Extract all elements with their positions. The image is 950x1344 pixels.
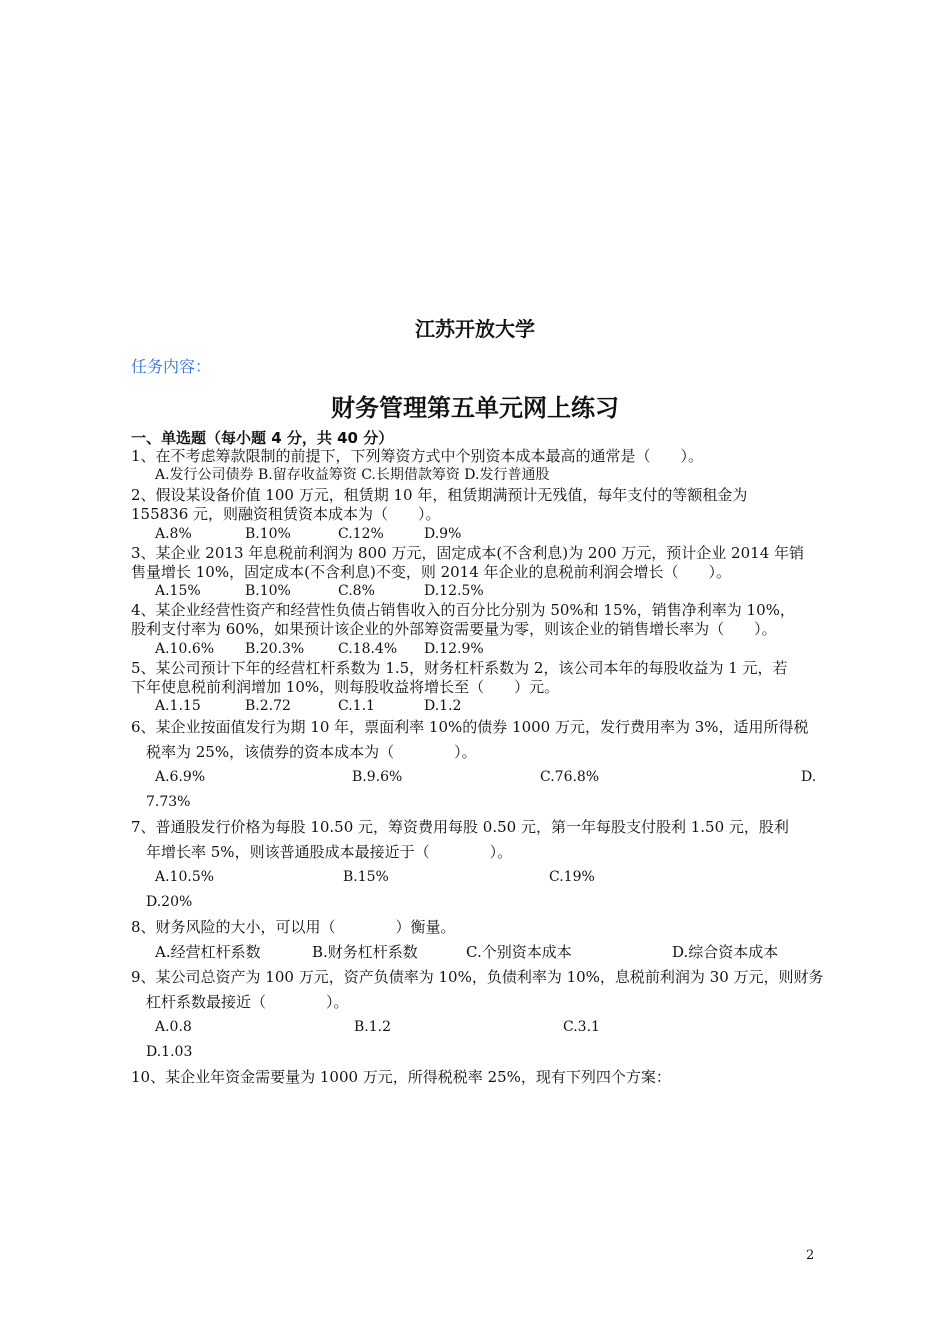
- question-3-option-c: C.8%: [338, 583, 375, 599]
- question-6-option-b: B.9.6%: [352, 769, 403, 785]
- document-title: 财务管理第五单元网上练习: [331, 394, 619, 422]
- question-5-option-a: A.1.15: [155, 698, 201, 714]
- question-10-line-1: 10、某企业年资金需要量为 1000 万元，所得税税率 25%，现有下列四个方案：: [131, 1068, 671, 1086]
- question-3-line-2: 售量增长 10%，固定成本(不含利息)不变，则 2014 年企业的息税前利润会增长（ ）。: [131, 563, 732, 581]
- question-2-line-2: 155836 元，则融资租赁资本成本为（ ）。: [131, 505, 441, 523]
- question-8-option-a: A.经营杠杆系数: [155, 943, 261, 961]
- section-heading: 一、单选题（每小题 4 分，共 40 分）: [131, 429, 394, 447]
- question-7-option-b: B.15%: [343, 869, 389, 885]
- question-4-option-c: C.18.4%: [338, 641, 398, 657]
- question-9-line-1: 9、某公司总资产为 100 万元，资产负债率为 10%，负债利率为 10%，息税前利润为 30 万元，则财务: [131, 968, 824, 986]
- question-4-option-a: A.10.6%: [155, 641, 215, 657]
- question-2-option-c: C.12%: [338, 526, 384, 542]
- question-6-option-c: C.76.8%: [540, 769, 600, 785]
- question-6-option-a: A.6.9%: [155, 769, 206, 785]
- question-2-option-d: D.9%: [424, 526, 462, 542]
- question-9-option-b: B.1.2: [354, 1019, 392, 1035]
- question-2-option-b: B.10%: [245, 526, 291, 542]
- question-5-option-b: B.2.72: [245, 698, 291, 714]
- question-1-options: A.发行公司债券 B.留存收益筹资 C.长期借款筹资 D.发行普通股: [155, 467, 550, 483]
- question-8-option-b: B.财务杠杆系数: [312, 943, 418, 961]
- question-6-line-2: 税率为 25%，该债券的资本成本为（ ）。: [146, 743, 477, 761]
- question-1-line-1: 1、在不考虑筹款限制的前提下，下列筹资方式中个别资本成本最高的通常是（ ）。: [131, 447, 704, 465]
- university-name: 江苏开放大学: [415, 317, 535, 341]
- question-8-line-1: 8、财务风险的大小，可以用（ ）衡量。: [131, 918, 456, 936]
- question-9-line-2: 杠杆系数最接近（ ）。: [146, 993, 349, 1011]
- question-7-option-c: C.19%: [549, 869, 595, 885]
- question-2-option-a: A.8%: [155, 526, 192, 542]
- question-5-option-d: D.1.2: [424, 698, 462, 714]
- question-7-line-2: 年增长率 5%，则该普通股成本最接近于（ ）。: [146, 843, 513, 861]
- question-8-option-d: D.综合资本成本: [672, 943, 779, 961]
- question-6-option-d-value: 7.73%: [146, 794, 191, 810]
- question-4-option-d: D.12.9%: [424, 641, 484, 657]
- page-number: 2: [806, 1248, 815, 1263]
- question-3-option-a: A.15%: [155, 583, 201, 599]
- question-3-option-d: D.12.5%: [424, 583, 484, 599]
- task-label: 任务内容：: [131, 357, 212, 376]
- question-8-option-c: C.个别资本成本: [466, 943, 572, 961]
- question-3-line-1: 3、某企业 2013 年息税前利润为 800 万元，固定成本(不含利息)为 200 万元，预计企业 2014 年销: [131, 544, 805, 562]
- question-4-line-2: 股利支付率为 60%，如果预计该企业的外部筹资需要量为零，则该企业的销售增长率为（ ）。: [131, 620, 777, 638]
- question-3-option-b: B.10%: [245, 583, 291, 599]
- question-4-option-b: B.20.3%: [245, 641, 305, 657]
- question-6-line-1: 6、某企业按面值发行为期 10 年，票面利率 10%的债券 1000 万元，发行费用率为 3%，适用所得税: [131, 718, 809, 736]
- question-6-option-d-label: D.: [801, 769, 817, 785]
- question-7-option-d: D.20%: [146, 894, 193, 910]
- question-9-option-d: D.1.03: [146, 1044, 193, 1060]
- question-5-line-1: 5、某公司预计下年的经营杠杆系数为 1.5，财务杠杆系数为 2，该公司本年的每股收益为 1 元，若: [131, 659, 788, 677]
- question-7-option-a: A.10.5%: [155, 869, 215, 885]
- question-9-option-c: C.3.1: [563, 1019, 600, 1035]
- question-5-option-c: C.1.1: [338, 698, 375, 714]
- question-2-line-1: 2、假设某设备价值 100 万元，租赁期 10 年，租赁期满预计无残值，每年支付的等额租金为: [131, 486, 748, 504]
- question-4-line-1: 4、某企业经营性资产和经营性负债占销售收入的百分比分别为 50%和 15%，销售净利率为 10%，: [131, 601, 795, 619]
- question-9-option-a: A.0.8: [155, 1019, 192, 1035]
- question-7-line-1: 7、普通股发行价格为每股 10.50 元，筹资费用每股 0.50 元，第一年每股支付股利 1.50 元，股利: [131, 818, 789, 836]
- question-5-line-2: 下年使息税前利润增加 10%，则每股收益将增长至（ ）元。: [131, 678, 560, 696]
